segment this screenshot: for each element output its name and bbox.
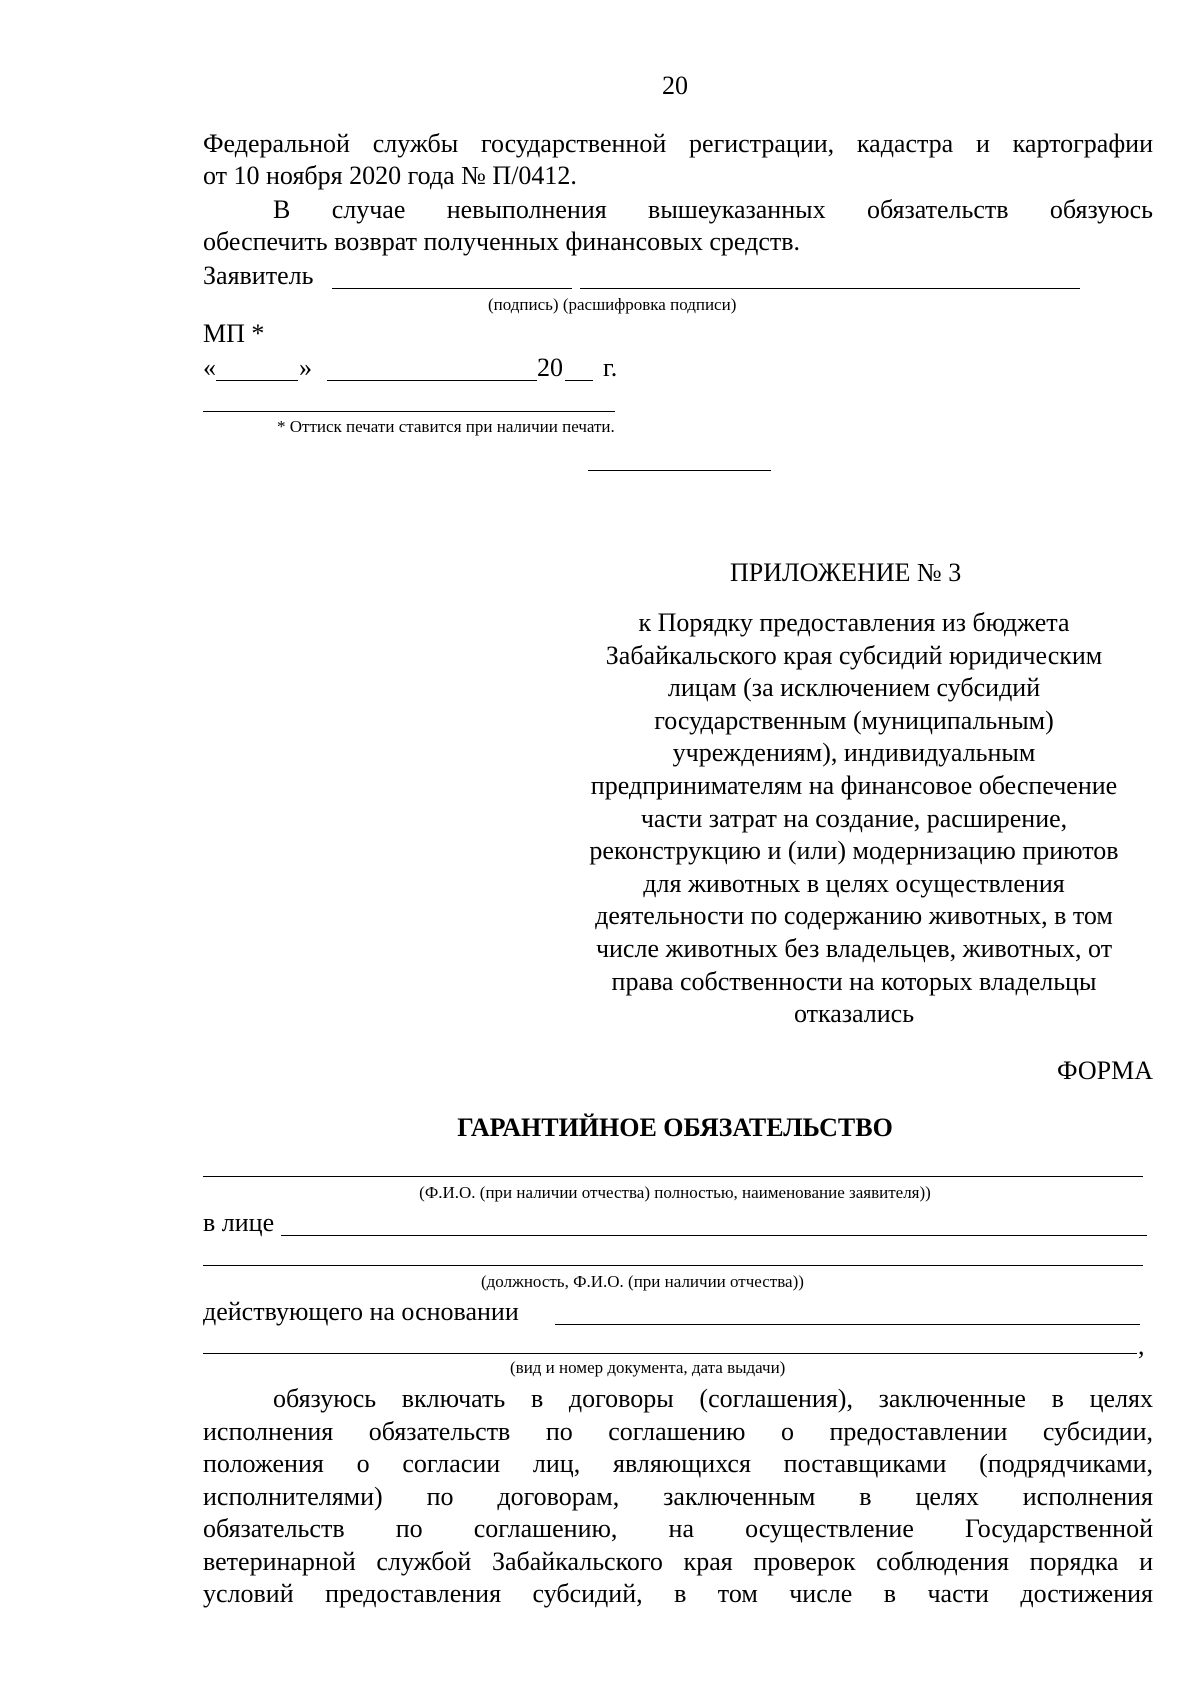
footnote-separator bbox=[203, 411, 615, 412]
body-line: ветеринарной службой Забайкальского края проверок соблюдения порядка и bbox=[203, 1546, 1153, 1576]
obligation-paragraph bbox=[203, 1383, 1153, 1611]
signature-line[interactable] bbox=[332, 288, 572, 289]
appendix-line: части затрат на создание, расширение, bbox=[640, 803, 1068, 833]
applicant-caption: (Ф.И.О. (при наличии отчества) полностью, наименование заявителя)) bbox=[419, 1183, 931, 1202]
appendix-line: числе животных без владельцев, животных, от bbox=[595, 933, 1113, 963]
text-line-2: от 10 ноября 2020 года № П/0412. bbox=[203, 161, 577, 190]
body-line: обязательств по соглашению, на осуществление Государственной bbox=[203, 1514, 1153, 1543]
document-title: ГАРАНТИЙНОЕ ОБЯЗАТЕЛЬСТВО bbox=[457, 1113, 893, 1142]
form-label: ФОРМА bbox=[1057, 1056, 1153, 1085]
position-caption: (должность, Ф.И.О. (при наличии отчества)) bbox=[481, 1272, 804, 1291]
signature-caption: (подпись) (расшифровка подписи) bbox=[488, 295, 737, 314]
basis-line-1[interactable] bbox=[555, 1324, 1140, 1325]
signature-decode-line[interactable] bbox=[580, 288, 1080, 289]
applicant-label: Заявитель bbox=[203, 261, 314, 290]
appendix-line: учреждениям), индивидуальным bbox=[672, 738, 1036, 768]
represented-by-label: в лице bbox=[203, 1208, 275, 1237]
stamp-label: МП * bbox=[203, 319, 265, 348]
appendix-description bbox=[560, 607, 1148, 1031]
appendix-line: государственным (муниципальным) bbox=[654, 705, 1054, 735]
appendix-line: деятельности по содержанию животных, в том bbox=[595, 901, 1113, 931]
text-line-1: Федеральной службы государственной регистрации, кадастра и картографии bbox=[203, 129, 1153, 158]
year-prefix: 20 bbox=[537, 353, 563, 382]
document-caption: (вид и номер документа, дата выдачи) bbox=[510, 1358, 786, 1377]
date-month-line[interactable] bbox=[327, 380, 537, 381]
body-line: исполнителями) по договорам, заключенным в целях исполнения bbox=[203, 1481, 1153, 1511]
body-line: условий предоставления субсидий, в том числе в части достижения bbox=[203, 1579, 1153, 1608]
date-day-line[interactable] bbox=[216, 380, 298, 381]
appendix-title: ПРИЛОЖЕНИЕ № 3 bbox=[730, 558, 962, 587]
page-number: 20 bbox=[662, 71, 688, 100]
footnote-text: * Оттиск печати ставится при наличии печати. bbox=[277, 417, 615, 436]
year-suffix: г. bbox=[603, 353, 618, 382]
appendix-line: реконструкцию и (или) модернизацию приютов bbox=[589, 836, 1119, 866]
applicant-name-line[interactable] bbox=[203, 1176, 1143, 1177]
body-line: положения о согласии лиц, являющихся поставщиками (подрядчиками, bbox=[203, 1449, 1153, 1478]
section-divider bbox=[588, 470, 771, 471]
date-close-quote: » bbox=[299, 353, 312, 382]
body-line: исполнения обязательств по соглашению о предоставлении субсидии, bbox=[203, 1416, 1153, 1446]
position-line[interactable] bbox=[203, 1265, 1143, 1266]
paragraph-line-2: обеспечить возврат полученных финансовых средств. bbox=[203, 227, 801, 256]
appendix-line: права собственности на которых владельцы bbox=[611, 966, 1097, 996]
paragraph-line-1: В случае невыполнения вышеуказанных обязательств обязуюсь bbox=[273, 195, 1153, 224]
comma: , bbox=[1138, 1331, 1145, 1360]
basis-label: действующего на основании bbox=[203, 1297, 519, 1326]
appendix-line: лицам (за исключением субсидий bbox=[667, 673, 1041, 703]
represented-by-line[interactable] bbox=[281, 1235, 1147, 1236]
appendix-line: для животных в целях осуществления bbox=[643, 868, 1065, 898]
date-open-quote: « bbox=[203, 353, 216, 382]
appendix-line: Забайкальского края субсидий юридическим bbox=[605, 640, 1103, 670]
date-year-line[interactable] bbox=[565, 380, 593, 381]
appendix-line: отказались bbox=[793, 999, 915, 1029]
body-line: обязуюсь включать в договоры (соглашения), заключенные в целях bbox=[273, 1384, 1153, 1413]
appendix-line: предпринимателям на финансовое обеспечение bbox=[590, 770, 1118, 800]
appendix-line: к Порядку предоставления из бюджета bbox=[638, 608, 1070, 637]
basis-line-2[interactable] bbox=[203, 1353, 1137, 1354]
